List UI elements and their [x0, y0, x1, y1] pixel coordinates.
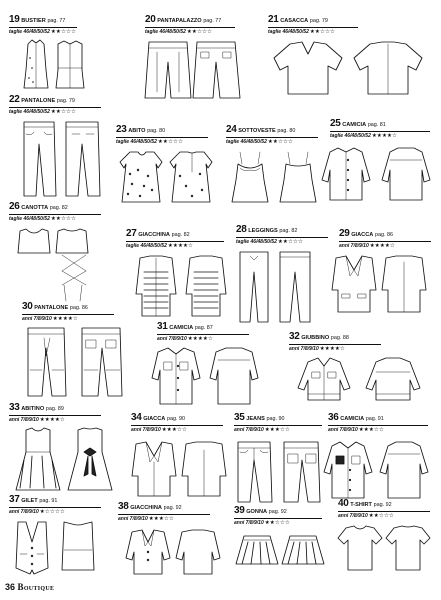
item-name: SOTTOVESTE — [238, 128, 276, 134]
item-number: 23 — [116, 124, 127, 135]
item-number: 27 — [126, 228, 137, 239]
item-page: pag. 91 — [39, 498, 58, 504]
difficulty-stars: ★★☆☆☆ — [264, 519, 290, 526]
item-sizes: taglie 46/48/50/52 — [126, 242, 167, 249]
item-number: 35 — [234, 412, 245, 423]
dress-sketch — [116, 150, 216, 204]
difficulty-stars: ★★★☆☆ — [148, 515, 174, 522]
item-page: pag. 92 — [268, 509, 287, 515]
item-name: CASACCA — [280, 18, 309, 24]
item-sizes: taglie 46/48/50/52 — [116, 138, 157, 145]
difficulty-stars: ★★★★☆ — [371, 132, 398, 139]
page-number: 36 — [5, 582, 16, 592]
denim-jacket-sketch — [284, 356, 434, 404]
item-page: pag. 82 — [171, 232, 190, 238]
item-sizes: anni 7/8/9/10 — [22, 315, 52, 322]
kids-shirt-sketch — [142, 346, 262, 406]
item-name: ABITO — [128, 128, 146, 134]
item-name: ABITINO — [21, 406, 45, 412]
item-sizes: anni 7/8/9/10 — [234, 519, 264, 526]
item-name: CAMICIA — [169, 325, 194, 331]
item-sizes: taglie 46/48/50/52 — [268, 28, 309, 35]
difficulty-stars: ★★★☆☆ — [161, 426, 187, 433]
item-name: BUSTIER — [21, 18, 46, 24]
difficulty-stars: ★★☆☆☆ — [309, 28, 336, 35]
tunic-sketch — [262, 40, 432, 98]
slip-dress-sketch — [230, 150, 318, 204]
item-number: 38 — [118, 501, 129, 512]
item-number: 31 — [157, 321, 168, 332]
item-page: pag. 87 — [194, 325, 213, 331]
difficulty-stars: ★★☆☆☆ — [368, 512, 394, 519]
item-number: 20 — [145, 14, 156, 25]
item-number: 26 — [9, 201, 20, 212]
difficulty-stars: ★★★★☆ — [39, 416, 65, 423]
item-number: 22 — [9, 94, 20, 105]
kids-blazer-sketch — [124, 440, 232, 498]
tshirt-sketch — [332, 524, 436, 574]
item-sizes: anni 7/8/9/10 — [131, 426, 161, 433]
item-name: GONNA — [246, 509, 268, 515]
item-number: 30 — [22, 301, 33, 312]
striped-jacket-sketch — [124, 254, 236, 320]
difficulty-stars: ★☆☆☆☆ — [39, 508, 65, 515]
item-sizes: anni 7/8/9/10 — [9, 508, 39, 515]
item-page: pag. 86 — [374, 232, 393, 238]
waistcoat-sketch — [12, 520, 102, 578]
page-footer — [5, 582, 54, 592]
magazine-brand: Boutique — [17, 582, 55, 592]
item-sizes: anni 7/8/9/10 — [118, 515, 148, 522]
difficulty-stars: ★★☆☆☆ — [50, 215, 77, 222]
item-sizes: taglie 46/48/50/52 — [226, 138, 267, 145]
item-page: pag. 89 — [45, 406, 64, 412]
trousers-sketch — [20, 120, 104, 198]
item-number: 34 — [131, 412, 142, 423]
item-page: pag. 90 — [266, 416, 285, 422]
difficulty-stars: ★★★★☆ — [52, 315, 78, 322]
blazer-sketch — [322, 254, 434, 314]
item-sizes: taglie 46/48/50/52 — [330, 132, 371, 139]
item-page: pag. 88 — [330, 335, 349, 341]
kids-shirt-2-sketch — [318, 440, 436, 500]
girls-dress-sketch — [12, 426, 116, 494]
item-page: pag. 90 — [166, 416, 185, 422]
item-sizes: anni 7/8/9/10 — [338, 512, 368, 519]
item-name: PANTALONE — [34, 305, 69, 311]
difficulty-stars: ★★☆☆☆ — [50, 108, 77, 115]
item-name: GIACCA — [351, 232, 374, 238]
item-name: LEGGINGS — [248, 228, 278, 234]
item-sizes: taglie 46/48/50/52 — [9, 108, 50, 115]
skirt-sketch — [234, 534, 326, 568]
item-sizes: taglie 46/48/50/52 — [236, 238, 277, 245]
item-number: 21 — [268, 14, 279, 25]
item-sizes: anni 7/8/9/10 — [157, 335, 187, 342]
difficulty-stars: ★★★☆☆ — [358, 426, 384, 433]
item-name: CAMICIA — [342, 122, 367, 128]
item-number: 24 — [226, 124, 237, 135]
item-page: pag. 82 — [49, 205, 68, 211]
item-page: pag. 80 — [277, 128, 296, 134]
item-name: GILET — [21, 498, 38, 504]
item-name: GIACCA — [143, 416, 166, 422]
item-name: JEANS — [246, 416, 265, 422]
item-number: 32 — [289, 331, 300, 342]
item-number: 19 — [9, 14, 20, 25]
jeans-sketch — [234, 440, 326, 504]
item-number: 40 — [338, 498, 349, 509]
item-number: 28 — [236, 224, 247, 235]
item-page: pag. 79 — [56, 98, 75, 104]
item-page: pag. 92 — [373, 502, 392, 508]
item-number: 29 — [339, 228, 350, 239]
item-page: pag. 92 — [163, 505, 182, 511]
wide-trousers-sketch — [145, 40, 241, 100]
difficulty-stars: ★★★☆☆ — [264, 426, 290, 433]
tank-top-sketch — [14, 225, 98, 305]
item-sizes: anni 7/8/9/10 — [9, 416, 39, 423]
item-number: 36 — [328, 412, 339, 423]
item-number: 25 — [330, 118, 341, 129]
item-page: pag. 77 — [47, 18, 66, 24]
item-page: pag. 81 — [367, 122, 386, 128]
kids-jacket-sketch — [118, 528, 226, 578]
difficulty-stars: ★★☆☆☆ — [277, 238, 304, 245]
difficulty-stars: ★★★★☆ — [187, 335, 213, 342]
difficulty-stars: ★★☆☆☆ — [186, 28, 213, 35]
item-sizes: taglie 46/48/50/52 — [9, 215, 50, 222]
item-sizes: anni 7/8/9/10 — [328, 426, 358, 433]
item-name: PANTALONE — [21, 98, 56, 104]
item-sizes: anni 7/8/9/10 — [234, 426, 264, 433]
item-name: CAMICIA — [340, 416, 365, 422]
item-name: PANTAPALAZZO — [157, 18, 202, 24]
difficulty-stars: ★★★★☆ — [319, 345, 345, 352]
item-page: pag. 82 — [279, 228, 298, 234]
item-page: pag. 86 — [69, 305, 88, 311]
kids-trousers-sketch — [24, 326, 128, 398]
item-name: CANOTTA — [21, 205, 49, 211]
item-page: pag. 91 — [365, 416, 384, 422]
item-sizes: anni 7/8/9/10 — [289, 345, 319, 352]
difficulty-stars: ★★☆☆☆ — [157, 138, 184, 145]
difficulty-stars: ★★☆☆☆ — [50, 28, 77, 35]
item-sizes: anni 7/8/9/10 — [339, 242, 369, 249]
leggings-sketch — [236, 250, 318, 324]
item-name: GIUBBINO — [301, 335, 330, 341]
item-sizes: taglie 46/48/50/52 — [9, 28, 50, 35]
difficulty-stars: ★★★★☆ — [369, 242, 395, 249]
item-page: pag. 79 — [309, 18, 328, 24]
item-page: pag. 77 — [203, 18, 222, 24]
item-name: GIACCHINA — [130, 505, 162, 511]
item-page: pag. 80 — [147, 128, 166, 134]
item-sizes: taglie 46/48/50/52 — [145, 28, 186, 35]
item-name: GIACCHINA — [138, 232, 170, 238]
difficulty-stars: ★★☆☆☆ — [267, 138, 294, 145]
bustier-sketch — [22, 38, 86, 90]
shirt-sketch — [314, 146, 438, 202]
item-name: T-SHIRT — [350, 502, 372, 508]
item-number: 33 — [9, 402, 20, 413]
item-number: 37 — [9, 494, 20, 505]
item-number: 39 — [234, 505, 245, 516]
difficulty-stars: ★★★★☆ — [167, 242, 194, 249]
